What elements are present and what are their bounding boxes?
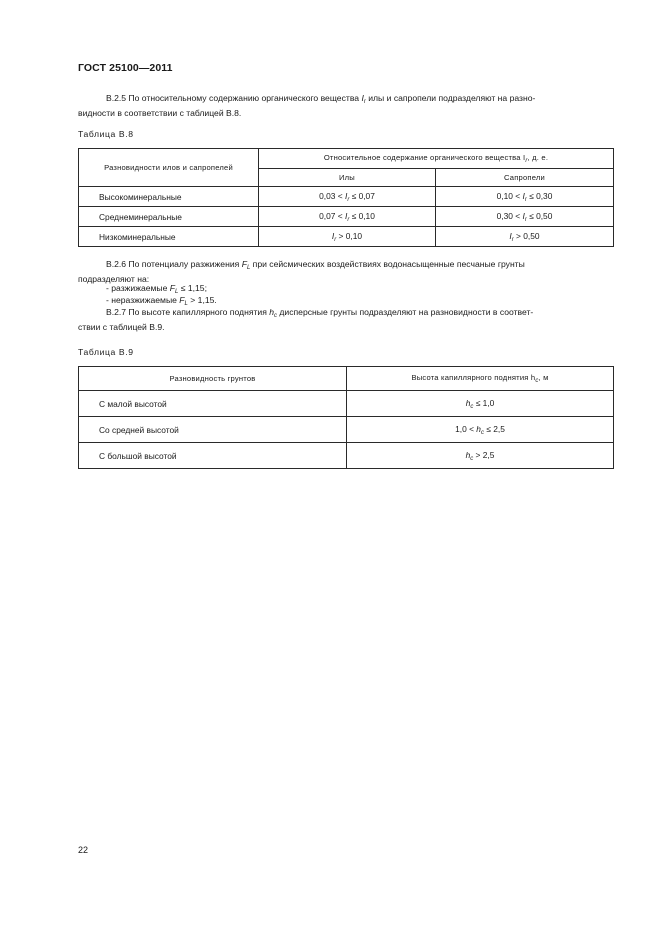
header-text: Высота капиллярного поднятия h: [411, 373, 536, 382]
b27-var: h: [269, 307, 275, 317]
table-row: [79, 417, 614, 443]
table-b8-subheader-ily: Илы: [259, 169, 436, 187]
b26-var-sub: L: [246, 265, 251, 271]
row-ily-value: [259, 187, 436, 207]
value-prefix: 0,30 <: [496, 210, 523, 221]
b26-text-line2: подразделяют на:: [78, 274, 150, 284]
row-value: [347, 417, 614, 443]
value-prefix: 0,10 <: [496, 190, 523, 201]
b27-text-end: дисперсные грунты подразделяют на разновидности в соответ-: [277, 307, 534, 317]
value-sub: r: [347, 216, 350, 223]
page-number: 22: [78, 845, 89, 855]
item-var: F: [179, 295, 185, 305]
b25-text-end: илы и сапропели подразделяют на разно-: [365, 93, 536, 103]
value-var: I: [509, 230, 512, 241]
document-header: ГОСТ 25100—2011: [78, 62, 173, 74]
header-text-end: , м: [538, 373, 549, 382]
row-name: С большой высотой: [79, 443, 347, 469]
b27-text-line2: ствии с таблицей В.9.: [78, 322, 165, 332]
item-var-sub: L: [184, 301, 188, 307]
value-suffix: > 2,5: [473, 449, 495, 460]
b27-text-start: B.2.7 По высоте капиллярного поднятия: [106, 307, 270, 317]
group-header-text: Относительное содержание органического вещества I: [323, 153, 526, 162]
value-var: h: [476, 423, 481, 434]
row-name: Со средней высотой: [79, 417, 347, 443]
value-suffix: ≤ 0,50: [526, 210, 553, 221]
row-name: Среднеминеральные: [79, 207, 259, 227]
table-row: [79, 227, 614, 247]
row-name: С малой высотой: [79, 391, 347, 417]
value-suffix: ≤ 0,10: [349, 210, 375, 221]
table-row: [79, 207, 614, 227]
value-var: I: [522, 210, 525, 221]
value-suffix: ≤ 0,30: [526, 190, 553, 201]
row-value: [347, 443, 614, 469]
table-row: [79, 391, 614, 417]
value-sub: r: [524, 216, 527, 223]
value-var: h: [465, 449, 471, 460]
item-text: - разжижаемые: [106, 283, 170, 293]
table-b8-caption: Таблица В.8: [78, 129, 134, 139]
row-sap-value: [436, 207, 614, 227]
table-row: [79, 443, 614, 469]
value-var: I: [344, 210, 348, 221]
row-sap-value: [436, 187, 614, 207]
value-suffix: ≤ 1,0: [473, 397, 495, 408]
item-var-sub: L: [175, 289, 179, 295]
value-var: I: [331, 230, 335, 241]
table-b9-col2-header: [347, 367, 614, 391]
item-var: F: [169, 283, 176, 293]
value-sub: c: [480, 429, 484, 436]
table-b8-col1-header: Разновидности илов и сапропелей: [79, 149, 259, 187]
value-prefix: 0,03 <: [319, 190, 345, 201]
paragraph-b27: [78, 307, 614, 333]
header-sub: c: [535, 378, 539, 384]
value-sub: r: [347, 196, 350, 203]
table-b9-caption: Таблица В.9: [78, 347, 134, 357]
value-suffix: > 0,50: [513, 230, 540, 241]
b25-text-line2: видности в соответствии с таблицей В.8.: [78, 108, 242, 118]
value-var: h: [465, 397, 471, 408]
value-sub: r: [511, 236, 514, 243]
b25-var: I: [361, 93, 364, 103]
row-value: [347, 391, 614, 417]
row-name: Высокоминеральные: [79, 187, 259, 207]
b26-var: F: [241, 259, 247, 269]
group-header-end: , д. е.: [527, 153, 549, 162]
paragraph-b25: [78, 93, 614, 119]
table-b8: [78, 148, 614, 247]
item-text: - неразжижаемые: [106, 295, 180, 305]
value-sub: c: [470, 403, 474, 410]
row-ily-value: [259, 227, 436, 247]
value-suffix: ≤ 0,07: [349, 190, 375, 201]
table-b8-subheader-sapropeli: Сапропели: [436, 169, 614, 187]
table-b9-col1-header: Разновидность грунтов: [79, 367, 347, 391]
value-prefix: 0,07 <: [319, 210, 345, 221]
value-prefix: 1,0 <: [455, 423, 477, 434]
b26-text-end: при сейсмических воздействиях водонасыщенные песчаные грунты: [250, 259, 525, 269]
value-sub: r: [524, 196, 527, 203]
item-text-end: ≤ 1,15;: [178, 283, 207, 293]
paragraph-b26: [78, 259, 614, 285]
group-header-sub: r: [525, 158, 528, 164]
value-sub: c: [470, 455, 474, 462]
value-suffix: > 0,10: [336, 230, 363, 241]
row-ily-value: [259, 207, 436, 227]
b25-var-sub: r: [363, 99, 366, 105]
table-b9: [78, 366, 614, 469]
row-sap-value: [436, 227, 614, 247]
b26-text-start: B.2.6 По потенциалу разжижения: [106, 259, 242, 269]
table-b8-group-header: [259, 149, 614, 169]
b25-text-start: B.2.5 По относительному содержанию органического вещества: [106, 93, 362, 103]
value-suffix: ≤ 2,5: [483, 423, 505, 434]
table-row: [79, 187, 614, 207]
value-sub: r: [334, 236, 337, 243]
b27-var-sub: c: [274, 313, 278, 319]
value-var: I: [344, 190, 348, 201]
item-text-end: > 1,15.: [187, 295, 217, 305]
row-name: Низкоминеральные: [79, 227, 259, 247]
value-var: I: [522, 190, 525, 201]
